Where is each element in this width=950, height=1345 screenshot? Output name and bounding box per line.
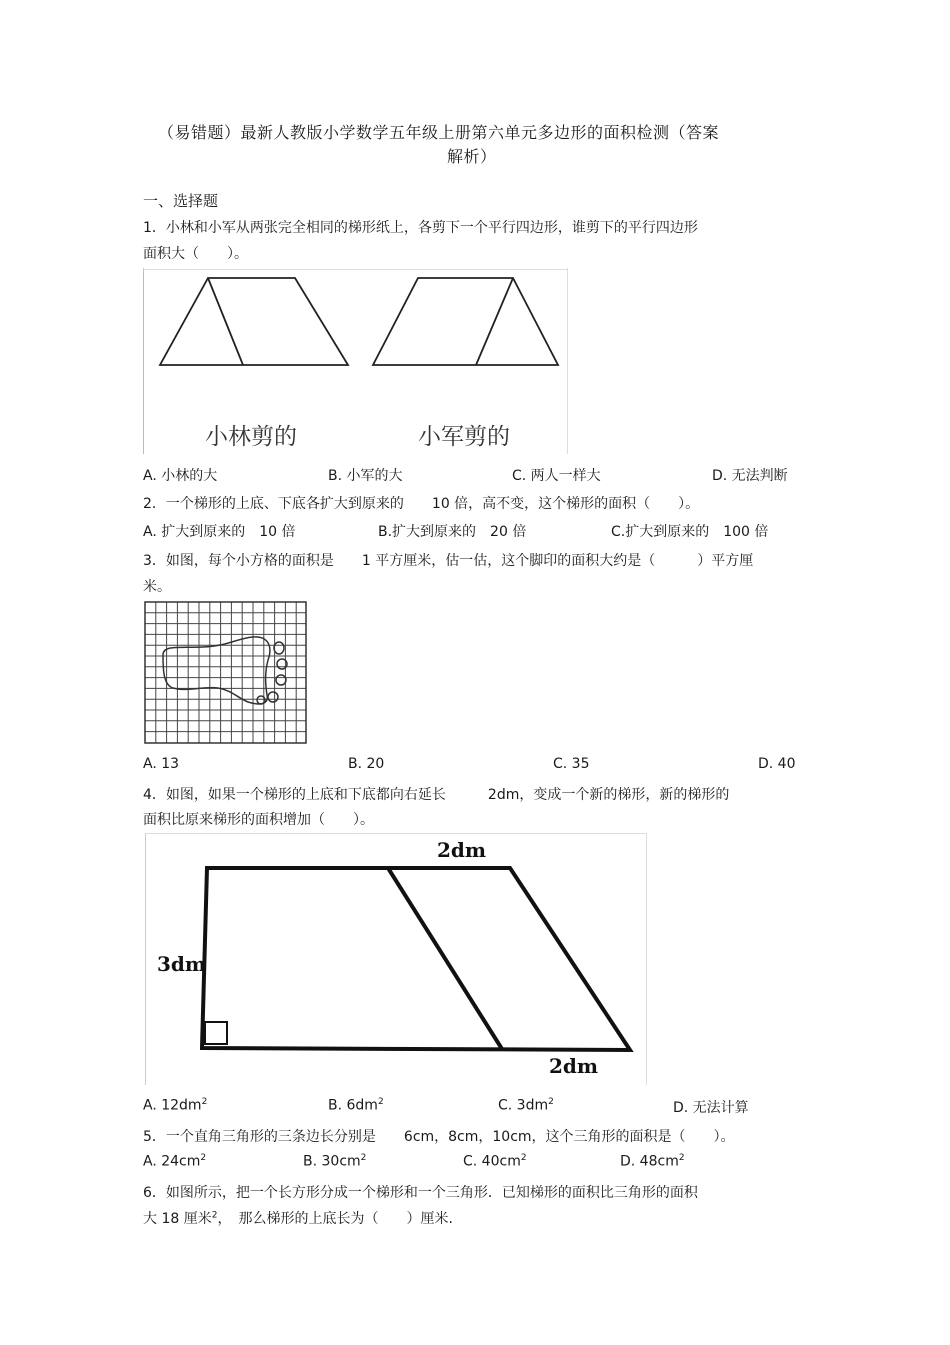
q1-text-cont: 面积大（ ）。	[143, 246, 248, 262]
q1-option-a[interactable]: A. 小林的大	[143, 468, 218, 484]
q4-text-cont: 面积比原来梯形的面积增加（ ）。	[143, 812, 374, 828]
q3-option-c[interactable]: C. 35	[553, 756, 590, 772]
q2-option-b[interactable]: B.扩大到原来的 20 倍	[378, 524, 527, 540]
page-title-cont: 解析）	[447, 147, 497, 166]
q4-option-a[interactable]: A. $12dm^2$	[143, 1097, 208, 1114]
q5-text: 5．一个直角三角形的三条边长分别是 6cm，8cm，10cm，这个三角形的面积是（ ）。	[143, 1129, 735, 1145]
right-angle-mark	[205, 1022, 227, 1044]
q3-option-b[interactable]: B. 20	[348, 756, 385, 772]
q1-figure	[143, 268, 568, 454]
q6-text: 6．如图所示，把一个长方形分成一个梯形和一个三角形．已知梯形的面积比三角形的面积	[143, 1185, 698, 1201]
q2-text: 2．一个梯形的上底、下底各扩大到原来的 10 倍，高不变，这个梯形的面积（ ）。	[143, 496, 700, 512]
footprint-outline	[163, 637, 287, 704]
trapezoid-figure	[202, 868, 630, 1050]
q2-option-a[interactable]: A. 扩大到原来的 10 倍	[143, 524, 296, 540]
q1-option-c[interactable]: C. 两人一样大	[512, 468, 601, 484]
q3-text: 3．如图，每个小方格的面积是 1 平方厘米，估一估，这个脚印的面积大约是（ ）平方厘	[143, 553, 754, 569]
trapezoid-right	[373, 278, 558, 365]
section-heading: 一、选择题	[143, 192, 219, 210]
q4-text: 4．如图，如果一个梯形的上底和下底都向右延长 2dm，变成一个新的梯形，新的梯形的	[143, 787, 730, 803]
trapezoid-left	[160, 278, 348, 365]
q1-text: 1．小林和小军从两张完全相同的梯形纸上，各剪下一个平行四边形，谁剪下的平行四边形	[143, 220, 698, 236]
q6-text-cont: 大 18 厘米$^2$， 那么梯形的上底长为（ ）厘米.	[143, 1210, 453, 1227]
q5-option-c[interactable]: C. $40cm^2$	[463, 1153, 527, 1170]
q4-option-d[interactable]: D. 无法计算	[673, 1100, 749, 1116]
q3-option-a[interactable]: A. 13	[143, 756, 180, 772]
q1-option-d[interactable]: D. 无法判断	[712, 468, 788, 484]
q5-option-d[interactable]: D. $48cm^2$	[620, 1153, 685, 1170]
fig-label-xiaolin: 小林剪的	[205, 424, 297, 450]
fig-label-xiaojun: 小军剪的	[418, 424, 510, 450]
label-left-3dm: 3dm	[157, 952, 207, 976]
q4-option-c[interactable]: C. $3dm^2$	[498, 1097, 554, 1114]
q5-option-a[interactable]: A. $24cm^2$	[143, 1153, 207, 1170]
page-title: （易错题）最新人教版小学数学五年级上册第六单元多边形的面积检测（答案	[158, 123, 720, 142]
q1-option-b[interactable]: B. 小军的大	[328, 468, 403, 484]
q3-option-d[interactable]: D. 40	[758, 756, 796, 772]
q2-option-c[interactable]: C.扩大到原来的 100 倍	[611, 524, 769, 540]
q4-figure	[145, 833, 647, 1085]
label-top-2dm: 2dm	[437, 838, 487, 862]
q5-option-b[interactable]: B. $30cm^2$	[303, 1153, 367, 1170]
label-bottom-2dm: 2dm	[549, 1054, 599, 1078]
q3-text-cont: 米。	[143, 579, 171, 595]
q3-grid-figure	[143, 600, 308, 745]
q4-option-b[interactable]: B. $6dm^2$	[328, 1097, 384, 1114]
